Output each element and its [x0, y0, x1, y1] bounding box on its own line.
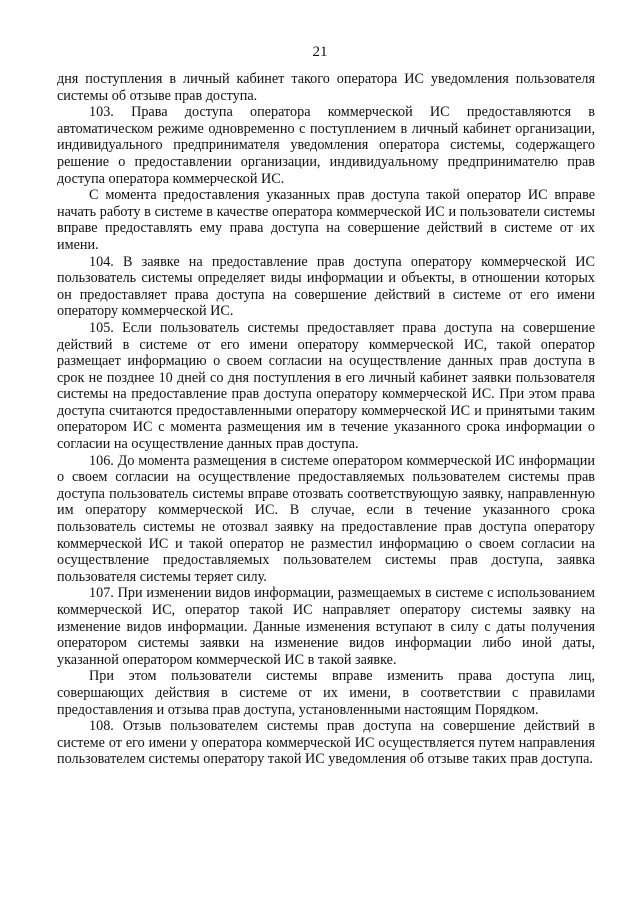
paragraph-103: 103. Права доступа оператора коммерческой ИС предоставляются в автоматическом режиме одновременно с поступлением в личный кабинет организации, индивидуального предпринимателя уведомления оператора системы, содержащего решение о предоставлении организации, индивидуальному предпринимателю прав доступа оператора коммерческой ИС. [57, 104, 595, 187]
paragraph-107: 107. При изменении видов информации, размещаемых в системе с использованием коммерческой ИС, оператор такой ИС направляет оператору системы заявку на изменение видов информации. Данные изменения вступают в силу с даты получения оператором системы заявки на изменение видов информации либо иной даты, указанной оператором коммерческой ИС в такой заявке. [57, 585, 595, 668]
paragraph-107-continued: При этом пользователи системы вправе изменить права доступа лиц, совершающих действия в системе от их имени, в соответствии с правилами предоставления и отзыва прав доступа, установленными настоящим Порядком. [57, 668, 595, 718]
paragraph-103-continued: С момента предоставления указанных прав доступа такой оператор ИС вправе начать работу в системе в качестве оператора коммерческой ИС и пользователи системы вправе предоставлять ему права доступа на совершение действий в системе от их имени. [57, 187, 595, 253]
paragraph-108: 108. Отзыв пользователем системы прав доступа на совершение действий в системе от его имени у оператора коммерческой ИС осуществляется путем направления пользователем системы оператору такой ИС уведомления об отзыве таких прав доступа. [57, 718, 595, 768]
page-body [57, 71, 595, 768]
paragraph-continuation: дня поступления в личный кабинет такого оператора ИС уведомления пользователя системы об отзыве прав доступа. [57, 71, 595, 104]
paragraph-105: 105. Если пользователь системы предоставляет права доступа на совершение действий в системе от его имени оператору коммерческой ИС, такой оператор размещает информацию о своем согласии на осуществление данных прав доступа в срок не позднее 10 дней со дня поступления в его личный кабинет заявки пользователя системы на предоставление прав доступа оператору коммерческой ИС. При этом права доступа считаются предоставленными оператору коммерческой ИС и принятыми таким оператором ИС с момента размещения им в течение указанного срока информации о согласии на осуществление данных прав доступа. [57, 319, 595, 453]
paragraph-104: 104. В заявке на предоставление прав доступа оператору коммерческой ИС пользователь системы определяет виды информации и объекты, в отношении которых он предоставляет права доступа на совершение действий в системе от его имени оператору коммерческой ИС. [57, 253, 595, 320]
page-number: 21 [312, 44, 328, 60]
paragraph-106: 106. До момента размещения в системе оператором коммерческой ИС информации о своем согласии на осуществление предоставляемых пользователем системы прав доступа пользователь системы вправе отозвать соответствующую заявку, направленную им оператору коммерческой ИС. В случае, если в течение указанного срока пользователь системы не отозвал заявку на предоставление прав доступа оператору коммерческой ИС и такой оператор не разместил информацию о своем согласии на осуществление предоставляемых пользователем системы прав доступа, заявка пользователя системы теряет силу. [57, 452, 595, 585]
